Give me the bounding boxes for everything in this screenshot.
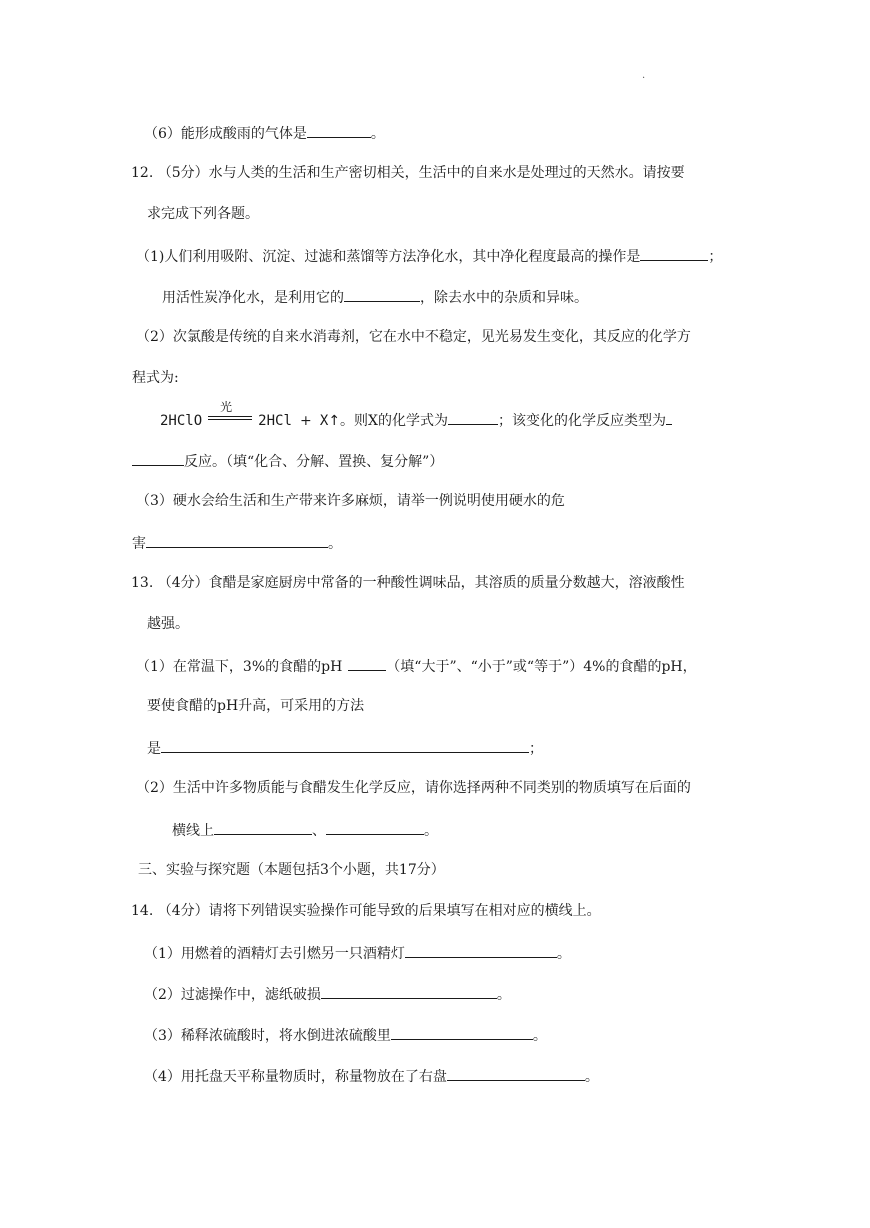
q12-part2-end: 反应。（填“化合、分解、置换、复分解”） (132, 450, 443, 472)
q12-intro: 12. （5分）水与人类的生活和生产密切相关，生活中的自来水是处理过的天然水。请按要 (131, 165, 685, 181)
answer-blank[interactable] (405, 942, 557, 958)
q12-part3-cont: 害 。 (132, 532, 342, 554)
q12-part1-cont: 用活性炭净化水，是利用它的 ，除去水中的杂质和异味。 (162, 286, 588, 308)
q14-item-3: （3）稀释浓硫酸时，将水倒进浓硫酸里 。 (144, 1024, 547, 1046)
q11-part6: （6）能形成酸雨的气体是 。 (144, 122, 385, 144)
q12-part3: （3）硬水会给生活和生产带来许多麻烦，请举一例说明使用硬水的危 (136, 493, 565, 509)
q14-item-1: （1）用燃着的酒精灯去引燃另一只酒精灯 。 (144, 942, 571, 964)
gas-arrow-icon: ↑ (328, 413, 341, 429)
eq-plus: + (300, 413, 312, 429)
q12-intro-cont: 求完成下列各题。 (147, 206, 259, 222)
q14-intro: 14. （4分）请将下列错误实验操作可能导致的后果填写在相对应的横线上。 (131, 903, 601, 919)
answer-blank[interactable] (666, 409, 672, 425)
chemical-equation: 2HClO 光 2HCl + X↑。则X的化学式为 ；该变化的化学反应类型为 (160, 409, 672, 431)
eq-reactant: 2HClO (160, 413, 203, 429)
answer-blank[interactable] (640, 245, 708, 261)
q13-intro-cont: 越强。 (147, 616, 189, 632)
q13-part1-cont: 要使食醋的pH升高，可采用的方法 (147, 698, 365, 714)
q12-part1: （1)人们利用吸附、沉淀、过滤和蒸馏等方法净化水，其中净化程度最高的操作是 ； (136, 245, 722, 267)
eq-product2: X (319, 413, 329, 429)
answer-blank[interactable] (391, 1024, 533, 1040)
q13-intro: 13. （4分）食醋是家庭厨房中常备的一种酸性调味品，其溶质的质量分数越大，溶液酸性 (131, 575, 685, 591)
eq-condition: 光 (208, 409, 252, 429)
q13-part2: （2）生活中许多物质能与食醋发生化学反应，请你选择两种不同类别的物质填写在后面的 (136, 780, 691, 796)
eq-product1: 2HCl (258, 413, 292, 429)
answer-blank[interactable] (344, 286, 420, 302)
answer-blank[interactable] (307, 122, 371, 138)
q13-part1-answer: 是 ； (147, 737, 543, 759)
q14-item-4: （4）用托盘天平称量物质时，称量物放在了右盘 。 (144, 1065, 599, 1087)
answer-blank[interactable] (161, 737, 529, 753)
answer-blank[interactable] (326, 819, 424, 835)
q12-part2: （2）次氯酸是传统的自来水消毒剂，它在水中不稳定，见光易发生变化，其反应的化学方 (136, 329, 691, 345)
answer-blank[interactable] (321, 983, 497, 999)
corner-mark: . (642, 70, 646, 81)
q13-part2-cont: 横线上 、 。 (172, 819, 438, 841)
q12-part2-cont: 程式为: (132, 370, 179, 386)
q14-item-2: （2）过滤操作中，滤纸破损 。 (144, 983, 511, 1005)
answer-blank[interactable] (447, 1065, 585, 1081)
answer-blank[interactable] (132, 450, 184, 466)
q13-part1: （1）在常温下，3%的食醋的pH （填“大于”、“小于”或“等于”）4%的食醋的pH， (136, 655, 697, 677)
answer-blank[interactable] (448, 409, 498, 425)
answer-blank[interactable] (146, 532, 328, 548)
answer-blank[interactable] (348, 655, 386, 671)
q11-part6-text: （6）能形成酸雨的气体是 (144, 126, 307, 142)
answer-blank[interactable] (214, 819, 312, 835)
section-3-title: 三、实验与探究题（本题包括3个小题，共17分） (138, 862, 445, 878)
